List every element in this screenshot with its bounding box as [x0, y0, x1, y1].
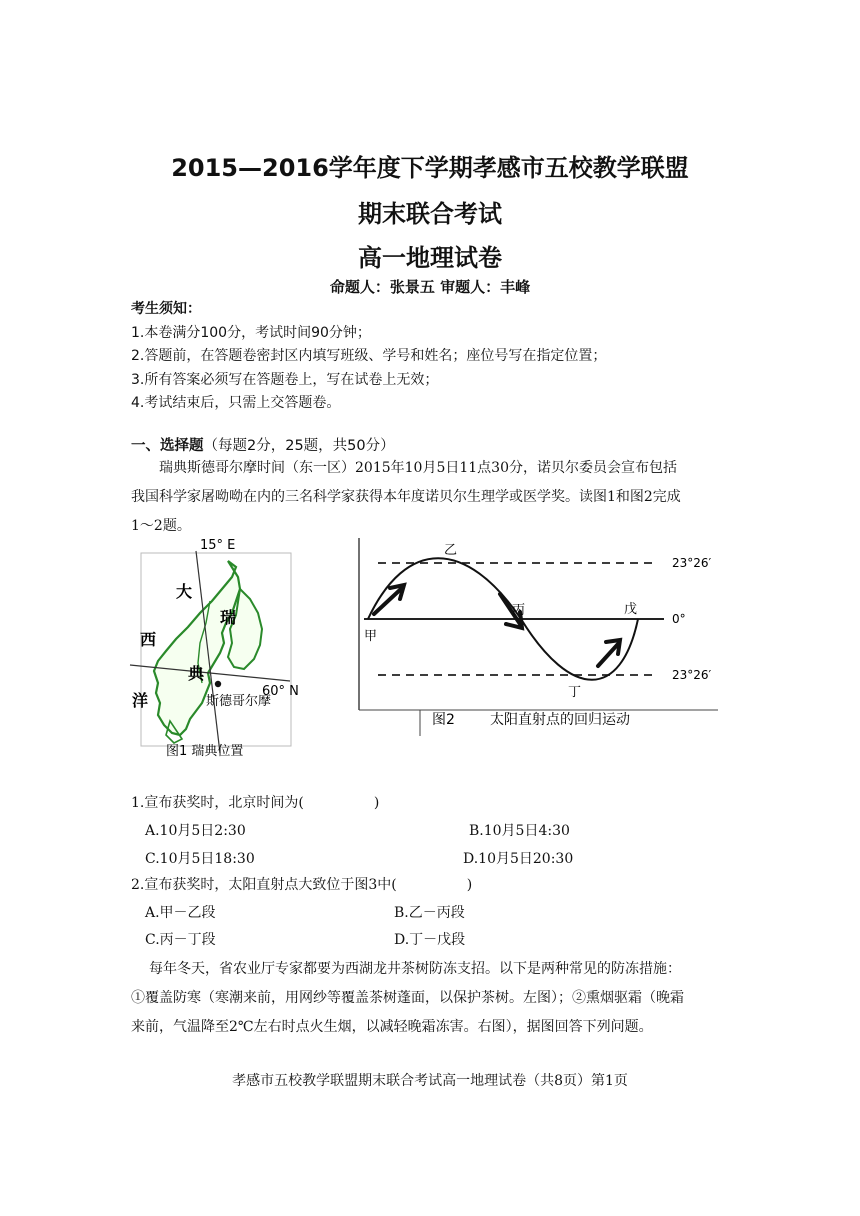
passage-line: 瑞典斯德哥尔摩时间（东一区）2015年10月5日11点30分，诺贝尔委员会宣布包括 [159, 460, 677, 476]
map-label-yang: 洋 [132, 691, 149, 710]
point-bing: 丙 [512, 603, 526, 618]
lat-label: 60° N [262, 684, 299, 699]
point-yi: 乙 [444, 543, 458, 558]
passage-2 [131, 955, 736, 1042]
section-note: （每题2分，25题，共50分） [203, 438, 395, 454]
figure-1-sweden-map [132, 538, 299, 759]
figure-2-caption-num: 图2 [432, 712, 455, 728]
question-2-option-d: D.丁－戊段 [394, 932, 466, 948]
exam-title-line1: 2015—2016学年度下学期孝感市五校教学联盟 [171, 154, 689, 182]
notice-item: 3.所有答案必须写在答题卷上，写在试卷上无效； [131, 371, 439, 388]
question-2-stem: 2.宣布获奖时，太阳直射点大致位于图3中( ) [131, 877, 473, 893]
passage-line: 来前，气温降至2℃左右时点火生烟，以减轻晚霜冻害。右图），据图回答下列问题。 [131, 1019, 653, 1035]
page-footer: 孝感市五校教学联盟期末联合考试高一地理试卷（共8页）第1页 [232, 1073, 628, 1089]
passage-line: 我国科学家屠呦呦在内的三名科学家获得本年度诺贝尔生理学或医学奖。读图1和图2完成 [131, 489, 681, 505]
point-ding: 丁 [568, 685, 582, 700]
notice-item: 1.本卷满分100分，考试时间90分钟； [131, 324, 371, 341]
exam-title-line2: 期末联合考试 [358, 200, 502, 228]
question-1-stem: 1.宣布获奖时，北京时间为( ) [131, 795, 380, 811]
section-title: 一、选择题 [131, 438, 204, 454]
question-2-option-a: A.甲－乙段 [145, 905, 216, 921]
passage-line: 1～2题。 [131, 518, 191, 534]
figure-2-caption-text: 太阳直射点的回归运动 [490, 712, 630, 728]
map-label-da: 大 [176, 582, 193, 601]
map-label-rui: 瑞 [220, 608, 237, 627]
exam-title-line3: 高一地理试卷 [358, 244, 502, 272]
passage-1 [131, 454, 736, 541]
figure-1-caption: 图1 瑞典位置 [166, 744, 244, 759]
notice-item: 4.考试结束后，只需上交答题卷。 [131, 395, 341, 411]
question-2-option-c: C.丙－丁段 [145, 932, 216, 948]
question-1-option-a: A.10月5日2:30 [145, 823, 246, 839]
lon-label: 15° E [200, 538, 236, 553]
question-1-option-c: C.10月5日18:30 [145, 851, 255, 867]
lat-bottom-label: 23°26′ [672, 668, 712, 682]
figure-2-solar-migration [356, 538, 720, 736]
question-2-option-b: B.乙－丙段 [394, 905, 465, 921]
authors: 命题人：张景五 审题人：丰峰 [329, 278, 531, 296]
passage-line: ①覆盖防寒（寒潮来前，用网纱等覆盖茶树蓬面，以保护茶树。左图）；②熏烟驱霜（晚霜 [131, 990, 684, 1006]
lat-top-label: 23°26′ [672, 556, 712, 570]
map-label-dian: 典 [188, 664, 205, 683]
passage-line: 每年冬天，省农业厅专家都要为西湖龙井茶树防冻支招。以下是两种常见的防冻措施： [149, 961, 681, 977]
question-1-option-d: D.10月5日20:30 [463, 851, 574, 867]
notice-heading: 考生须知： [131, 301, 201, 317]
point-wu: 戊 [624, 602, 638, 617]
map-label-xi: 西 [140, 630, 157, 649]
notice-item: 2.答题前，在答题卷密封区内填写班级、学号和姓名；座位号写在指定位置； [131, 348, 607, 364]
candidate-notice [131, 298, 606, 416]
city-label: 斯德哥尔摩 [206, 694, 272, 709]
lat-mid-label: 0° [672, 612, 686, 626]
point-jia: 甲 [364, 629, 378, 644]
section-heading [131, 434, 395, 455]
question-1-option-b: B.10月5日4:30 [469, 823, 570, 839]
